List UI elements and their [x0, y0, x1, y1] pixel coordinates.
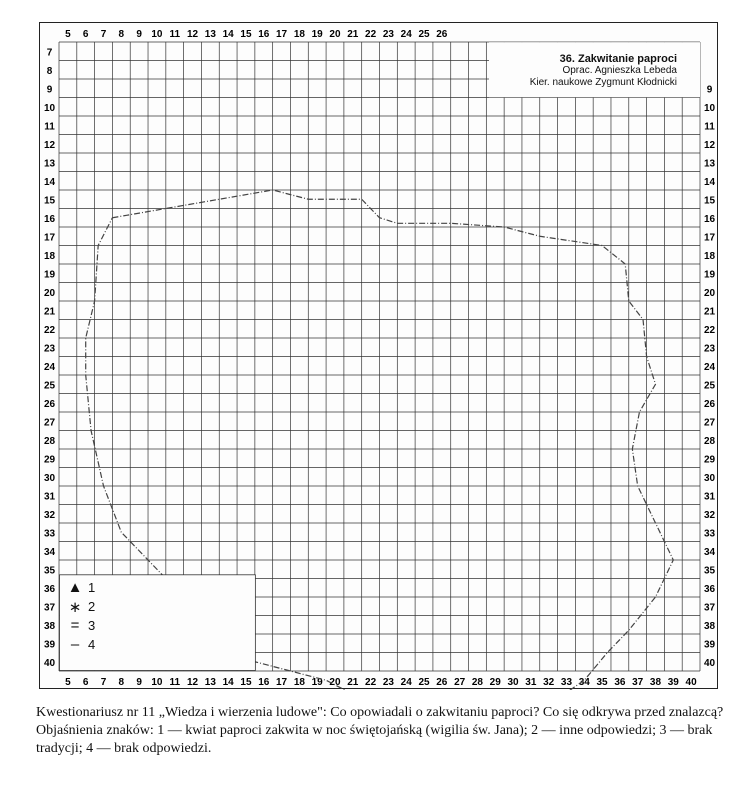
column-label-top: 18 [293, 29, 305, 40]
row-label-right: 32 [703, 509, 716, 521]
column-label-bottom: 13 [204, 677, 216, 688]
column-label-top: 21 [347, 29, 359, 40]
legend-symbol: ▲ [67, 579, 83, 596]
caption [36, 704, 726, 758]
row-label-right: 24 [703, 361, 716, 373]
column-label-top: 26 [436, 29, 448, 40]
column-label-top: 19 [311, 29, 323, 40]
row-label-left: 24 [43, 361, 56, 373]
legend-item [62, 635, 242, 654]
column-label-bottom: 39 [667, 677, 679, 688]
row-label-left: 9 [46, 84, 53, 96]
row-label-right: 11 [704, 121, 715, 133]
column-label-bottom: 9 [136, 677, 142, 688]
row-label-right: 19 [703, 269, 716, 281]
column-label-top: 6 [82, 29, 89, 40]
row-label-left: 20 [43, 287, 56, 299]
row-label-left: 15 [43, 195, 56, 207]
row-label-right: 12 [703, 139, 716, 151]
row-label-left: 13 [43, 158, 56, 170]
row-label-right: 36 [703, 583, 716, 595]
row-label-left: 14 [43, 176, 56, 188]
legend-symbol: – [70, 636, 80, 653]
column-label-bottom: 31 [525, 677, 537, 688]
row-label-right: 14 [703, 176, 716, 188]
column-label-top: 24 [400, 29, 412, 40]
row-label-left: 35 [43, 565, 56, 577]
row-label-left: 32 [43, 509, 56, 521]
row-label-right: 31 [703, 491, 716, 503]
map-title: 36. Zakwitanie paproci [559, 53, 677, 65]
column-label-bottom: 28 [471, 677, 483, 688]
legend-label: 1 [88, 580, 96, 595]
column-label-top: 22 [365, 29, 377, 40]
column-label-bottom: 15 [240, 677, 252, 688]
column-label-top: 7 [100, 29, 107, 40]
map-author: Oprac. Agnieszka Lebeda [562, 65, 677, 76]
row-label-left: 30 [43, 472, 56, 484]
column-label-bottom: 30 [507, 677, 519, 688]
column-label-top: 11 [169, 29, 181, 40]
row-label-left: 34 [43, 546, 56, 558]
row-label-right: 23 [703, 343, 716, 355]
caption-legend-text: Objaśnienia znaków: 1 — kwiat paproci zakwita w noc świętojańską (wigilia św. Jana); 2 — inne odpowiedzi; 3 — brak tradycji; 4 — brak odpowiedzi. [36, 723, 713, 756]
column-label-bottom: 11 [169, 677, 181, 688]
row-label-right: 29 [703, 454, 716, 466]
column-label-bottom: 12 [186, 677, 199, 688]
row-label-right: 21 [703, 306, 716, 318]
map-supervisor: Kier. naukowe Zygmunt Kłodnicki [529, 77, 677, 88]
row-label-left: 10 [43, 102, 56, 114]
column-label-top: 20 [329, 29, 341, 40]
row-label-right: 39 [703, 639, 716, 651]
column-label-bottom: 7 [100, 677, 107, 688]
column-label-bottom: 29 [489, 677, 501, 688]
column-label-top: 5 [65, 29, 71, 40]
row-label-left: 28 [43, 435, 56, 447]
row-label-right: 18 [703, 250, 716, 262]
row-label-left: 22 [43, 324, 56, 336]
row-label-left: 36 [43, 583, 56, 595]
column-label-bottom: 40 [685, 677, 697, 688]
column-label-top: 14 [222, 29, 234, 40]
column-label-bottom: 34 [578, 677, 590, 688]
row-label-right: 27 [703, 417, 716, 429]
column-label-bottom: 33 [560, 677, 573, 688]
row-label-right: 34 [703, 546, 716, 558]
legend-label: 2 [88, 599, 96, 614]
row-label-right: 35 [703, 565, 716, 577]
column-label-bottom: 18 [293, 677, 305, 688]
legend-symbol: = [70, 617, 80, 634]
row-label-right: 37 [703, 602, 716, 614]
row-label-left: 31 [43, 491, 56, 503]
column-label-bottom: 19 [311, 677, 323, 688]
row-label-left: 21 [43, 306, 56, 318]
map-legend [62, 578, 242, 658]
column-label-top: 25 [418, 29, 430, 40]
column-label-bottom: 8 [118, 677, 125, 688]
row-label-left: 23 [43, 343, 56, 355]
column-label-bottom: 20 [329, 677, 341, 688]
row-label-right: 40 [703, 657, 716, 669]
column-label-bottom: 10 [151, 677, 163, 688]
row-label-left: 40 [43, 657, 56, 669]
row-label-left: 26 [43, 398, 56, 410]
row-label-right: 33 [703, 528, 716, 540]
column-label-bottom: 16 [258, 677, 270, 688]
row-label-right: 25 [703, 380, 716, 392]
row-label-left: 16 [43, 213, 56, 225]
row-label-left: 7 [46, 47, 53, 59]
row-label-left: 27 [43, 417, 56, 429]
legend-item [62, 578, 242, 597]
column-label-bottom: 6 [82, 677, 89, 688]
row-label-right: 10 [703, 102, 716, 114]
legend-item [62, 616, 242, 635]
column-label-bottom: 22 [365, 677, 377, 688]
column-label-top: 8 [118, 29, 125, 40]
column-label-bottom: 26 [436, 677, 448, 688]
row-label-right: 22 [703, 324, 716, 336]
column-label-bottom: 36 [614, 677, 626, 688]
row-label-right: 26 [703, 398, 716, 410]
row-label-right: 16 [703, 213, 716, 225]
row-label-left: 33 [43, 528, 56, 540]
row-label-left: 19 [43, 269, 56, 281]
column-label-top: 15 [240, 29, 252, 40]
column-label-bottom: 37 [632, 677, 644, 688]
row-label-left: 39 [43, 639, 56, 651]
row-label-left: 8 [46, 65, 53, 77]
column-label-bottom: 21 [347, 677, 359, 688]
column-label-top: 23 [382, 29, 394, 40]
row-label-right: 15 [703, 195, 716, 207]
column-label-bottom: 5 [65, 677, 71, 688]
column-label-top: 13 [204, 29, 216, 40]
row-label-right: 13 [703, 158, 716, 170]
column-label-bottom: 23 [382, 677, 394, 688]
column-label-bottom: 27 [454, 677, 466, 688]
legend-label: 3 [88, 618, 96, 633]
row-label-left: 18 [43, 250, 56, 262]
column-label-top: 12 [186, 29, 199, 40]
column-label-top: 17 [276, 29, 288, 40]
row-label-right: 20 [703, 287, 716, 299]
row-label-right: 28 [703, 435, 716, 447]
row-label-right: 30 [703, 472, 716, 484]
row-label-left: 17 [43, 232, 56, 244]
row-label-right: 9 [706, 84, 713, 96]
row-label-left: 25 [43, 380, 56, 392]
column-label-bottom: 35 [596, 677, 608, 688]
row-label-right: 38 [703, 620, 716, 632]
column-label-bottom: 38 [649, 677, 662, 688]
column-label-bottom: 14 [222, 677, 234, 688]
row-label-left: 29 [43, 454, 56, 466]
caption-question: Kwestionariusz nr 11 „Wiedza i wierzenia ludowe": Co opowiadali o zakwitaniu paproci? Co się odkrywa przed znalazcą? [36, 705, 724, 720]
row-label-left: 11 [44, 121, 55, 133]
column-label-top: 16 [258, 29, 270, 40]
map-title-block [526, 51, 681, 91]
row-label-right: 17 [703, 232, 716, 244]
column-label-bottom: 32 [543, 677, 555, 688]
column-label-bottom: 25 [418, 677, 430, 688]
column-label-bottom: 17 [276, 677, 288, 688]
column-label-top: 9 [136, 29, 142, 40]
column-label-top: 10 [151, 29, 163, 40]
row-label-left: 12 [43, 139, 56, 151]
column-label-bottom: 24 [400, 677, 412, 688]
row-label-left: 38 [43, 620, 56, 632]
legend-label: 4 [88, 637, 96, 652]
legend-symbol: ∗ [68, 598, 82, 616]
row-label-left: 37 [43, 602, 56, 614]
legend-item [62, 597, 242, 616]
